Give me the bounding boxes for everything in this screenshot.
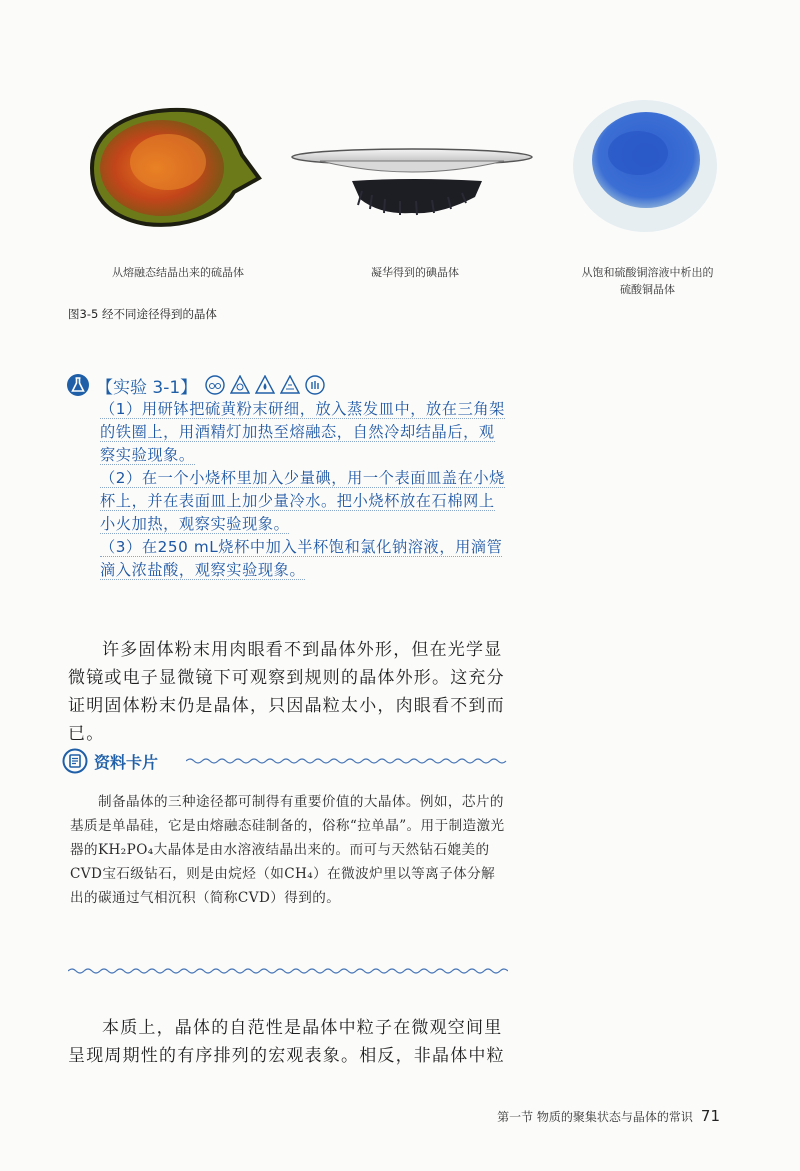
info-card-body: [70, 790, 506, 910]
flask-icon: [66, 373, 90, 397]
experiment-step-3: （3）在250 mL烧杯中加入半杯饱和氯化钠溶液，用滴管滴入浓盐酸，观察实验现象。: [100, 538, 503, 579]
experiment-step-1: （1）用研钵把硫黄粉末研细，放入蒸发皿中，放在三角架的铁圈上，用酒精灯加热至熔融态，自然冷却结晶后，观察实验现象。: [100, 400, 505, 464]
card-top-wave-divider: [186, 756, 508, 766]
figure-caption-sulfur: 从熔融态结晶出来的硫晶体: [112, 266, 244, 279]
body-paragraph-2: [68, 1014, 508, 1070]
sulfur-crystal-photo: [84, 100, 264, 230]
heat-icon: [230, 375, 250, 395]
paragraph-2-text: 本质上，晶体的自范性是晶体中粒子在微观空间里呈现周期性的有序排列的宏观表象。相反，非晶体中粒: [68, 1018, 505, 1066]
copper-sulfate-crystal-photo: [570, 98, 720, 238]
corrosive-icon: [280, 375, 300, 395]
footer-section-title: 第一节 物质的聚集状态与晶体的常识: [497, 1110, 693, 1124]
figure-caption-copper-sulfate-line2: 硫酸铜晶体: [620, 283, 675, 296]
info-card-text: 制备晶体的三种途径都可制得有重要价值的大晶体。例如，芯片的基质是单晶硅，它是由熔融态硅制备的，俗称“拉单晶”。用于制造激光器的KH₂PO₄大晶体是由水溶液结晶出来的。而可与天然钻石媲美的CVD宝石级钻石，则是由烷烃（如CH₄）在微波炉里以等离子体分解出的碳通过气相沉积（简称CVD）得到的。: [70, 794, 505, 906]
page-footer: [497, 1107, 720, 1125]
wash-hands-icon: [305, 375, 325, 395]
figure-caption-copper-sulfate-line1: 从饱和硫酸铜溶液中析出的: [581, 266, 714, 279]
iodine-crystal-photo: [290, 145, 535, 220]
info-card-header: [62, 748, 158, 774]
safety-icons: [205, 375, 325, 395]
experiment-step-2: （2）在一个小烧杯里加入少量碘，用一个表面皿盖在小烧杯上，并在表面皿上加少量冷水。把小烧杯放在石棉网上小火加热，观察实验现象。: [100, 469, 505, 533]
experiment-header: [66, 372, 325, 398]
body-paragraph-1: [68, 636, 508, 748]
experiment-body: [68, 398, 508, 582]
goggles-icon: [205, 375, 225, 395]
info-card-title: 资料卡片: [94, 752, 159, 772]
figure-title: 图3-5 经不同途径得到的晶体: [68, 307, 217, 321]
card-bottom-wave-divider: [68, 966, 508, 976]
paragraph-1-text: 许多固体粉末用肉眼看不到晶体外形，但在光学显微镜或电子显微镜下可观察到规则的晶体外形。这充分证明固体粉末仍是晶体，只因晶粒太小，肉眼看不到而已。: [68, 640, 505, 744]
experiment-title: 【实验 3-1】: [96, 377, 198, 398]
fire-icon: [255, 375, 275, 395]
page-number: 71: [700, 1107, 720, 1125]
figure-caption-iodine: 凝华得到的碘晶体: [371, 266, 459, 279]
document-icon: [62, 748, 88, 774]
